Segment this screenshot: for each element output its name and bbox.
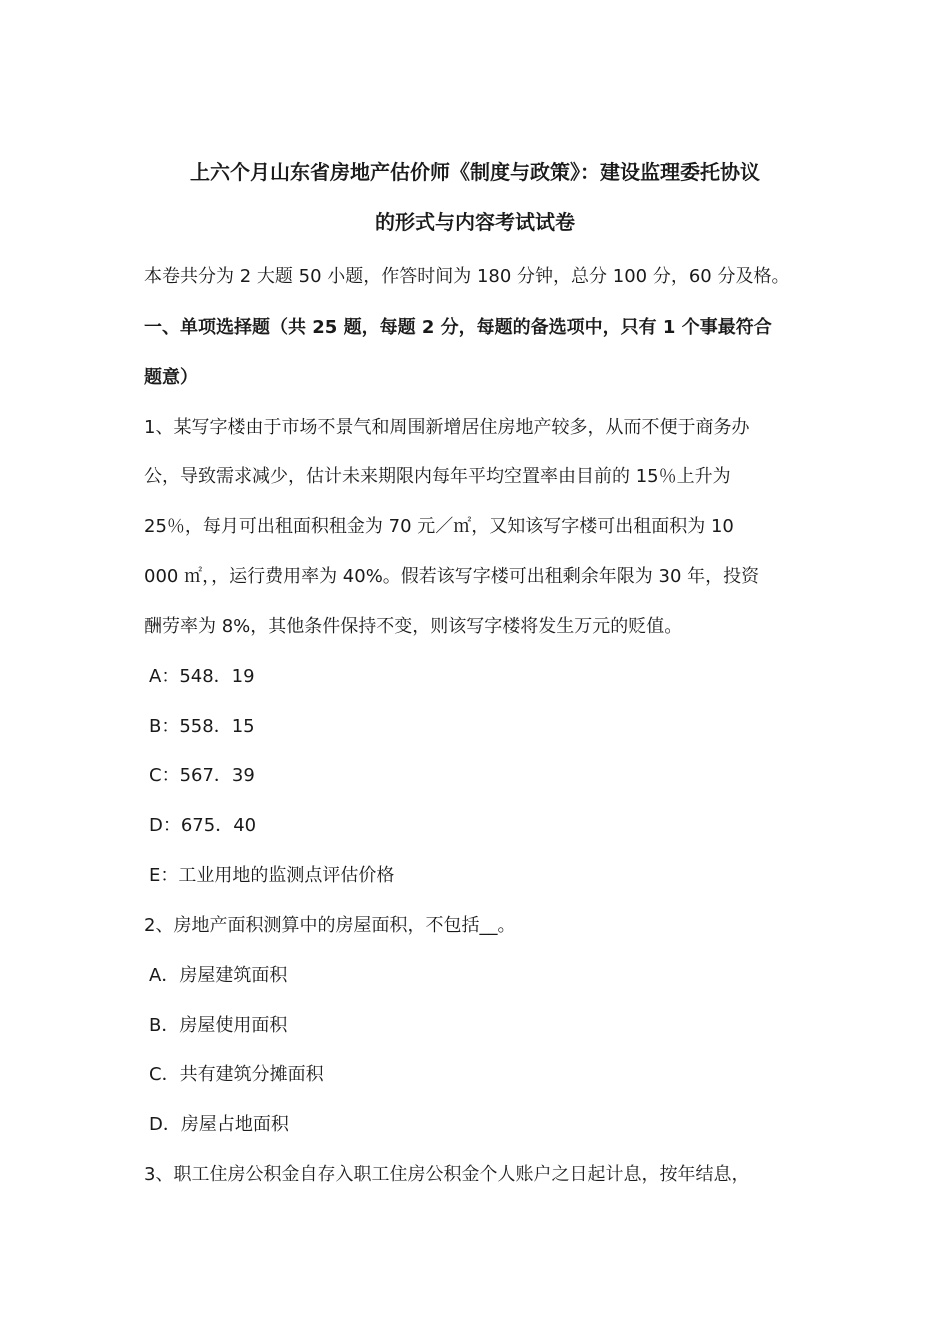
question-2-option-d: D．房屋占地面积 — [149, 1114, 289, 1135]
question-2-stem-line-1: 2、房地产面积测算中的房屋面积，不包括__。 — [144, 915, 516, 936]
exam-intro: 本卷共分为 2 大题 50 小题，作答时间为 180 分钟，总分 100 分，60 分及格。 — [144, 266, 790, 287]
section-heading-line-1: 一、单项选择题（共 25 题，每题 2 分，每题的备选项中，只有 1 个事最符合 — [144, 317, 772, 338]
question-1-stem-line-4: 000 ㎡，，运行费用率为 40%。假若该写字楼可出租剩余年限为 30 年，投资 — [144, 566, 760, 587]
question-1-option-e: E：工业用地的监测点评估价格 — [149, 865, 395, 886]
question-1-stem-line-2: 公，导致需求减少，估计未来期限内每年平均空置率由目前的 15％上升为 — [144, 466, 731, 487]
question-1-option-a: A：548．19 — [149, 666, 255, 687]
question-1-option-d: D：675．40 — [149, 815, 257, 836]
question-1-stem-line-3: 25％，每月可出租面积租金为 70 元／㎡，又知该写字楼可出租面积为 10 — [144, 516, 734, 537]
section-heading-line-2: 题意） — [144, 367, 198, 388]
document-title-line-1: 上六个月山东省房地产估价师《制度与政策》：建设监理委托协议 — [190, 160, 760, 184]
question-2-option-b: B．房屋使用面积 — [149, 1015, 288, 1036]
question-3-stem-line-1: 3、职工住房公积金自存入职工住房公积金个人账户之日起计息，按年结息， — [144, 1164, 750, 1185]
question-1-option-c: C：567．39 — [149, 765, 255, 786]
question-1-option-b: B：558．15 — [149, 716, 255, 737]
question-1-stem-line-5: 酬劳率为 8%，其他条件保持不变，则该写字楼将发生万元的贬值。 — [144, 616, 683, 637]
question-2-option-c: C．共有建筑分摊面积 — [149, 1064, 324, 1085]
document-title-line-2: 的形式与内容考试试卷 — [375, 210, 575, 234]
question-2-option-a: A．房屋建筑面积 — [149, 965, 288, 986]
question-1-stem-line-1: 1、某写字楼由于市场不景气和周围新增居住房地产较多，从而不便于商务办 — [144, 417, 750, 438]
